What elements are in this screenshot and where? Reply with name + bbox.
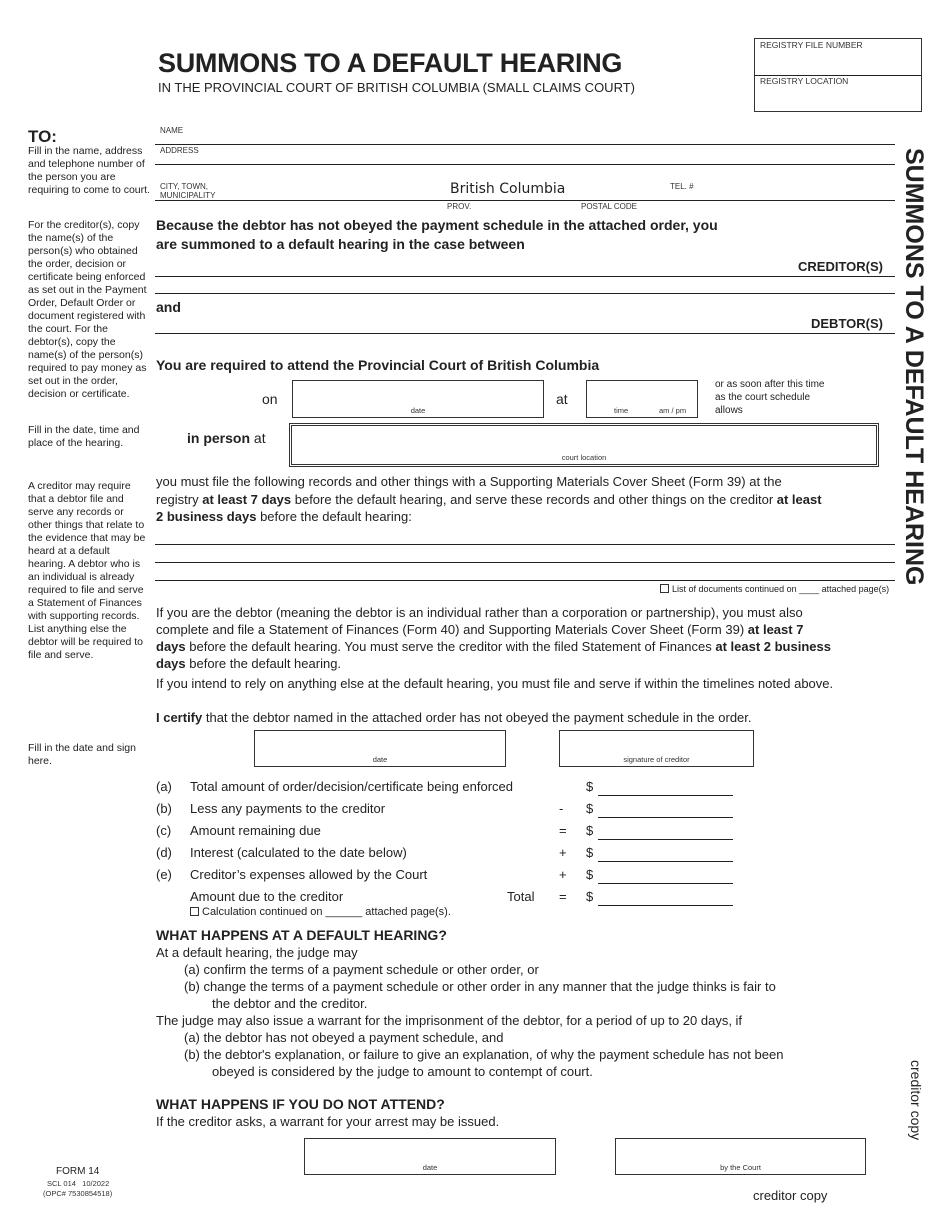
calc-row-amount-field[interactable] [598, 817, 733, 818]
by-court-label: by the Court [720, 1163, 761, 1172]
intro-line2: are summoned to a default hearing in the case between [156, 236, 525, 252]
in-person-at: at [253, 430, 266, 446]
calc-row [156, 821, 756, 841]
name-field[interactable] [155, 130, 895, 144]
court-location-field[interactable] [289, 423, 879, 467]
hearing-time-field[interactable] [586, 380, 698, 418]
calc-row-dollar: $ [586, 845, 594, 860]
calc-row-operator: + [559, 867, 567, 882]
province-value: British Columbia [450, 181, 566, 197]
note-creditor: For the creditor(s), copy the name(s) of the person(s) who obtained the order, decision or certificate being enforced as set out in the Payment Order, Default Order or document registered with the court. For the debtor(s), copy the name(s) of the person(s) required to pay money as set out in the order, decision or certificate. [28, 219, 147, 400]
side-title: SUMMONS TO A DEFAULT HEARING [900, 148, 928, 586]
time-label: time [614, 406, 629, 415]
calc-row-text: Total amount of order/decision/certificate being enforced [190, 779, 514, 794]
calc-continued-checkbox[interactable] [190, 907, 199, 916]
court-date-label: date [422, 1163, 438, 1172]
registry-location-field[interactable] [755, 87, 921, 111]
to-label: TO: [28, 127, 57, 146]
wh-wb2: obeyed is considered by the judge to amount to contempt of court. [212, 1064, 593, 1079]
certify-line: I certify that the debtor named in the attached order has not obeyed the payment schedule in the order. [156, 710, 752, 725]
calc-row-amount-field[interactable] [598, 795, 733, 796]
wh-a: (a) confirm the terms of a payment schedule or other order, or [184, 962, 539, 977]
calc-row-letter: (a) [156, 779, 172, 794]
calc-total-eq: = [559, 889, 567, 904]
calc-row-letter: (d) [156, 845, 172, 860]
calc-total-label: Total [507, 889, 535, 904]
wh-b1: (b) change the terms of a payment schedule or other order in any manner that the judge thinks is fair to [184, 979, 776, 994]
creditors-label: CREDITOR(S) [798, 259, 883, 274]
registry-box [754, 38, 922, 112]
and-label: and [156, 299, 181, 315]
records-continued[interactable] [660, 584, 889, 594]
side-creditor-copy: creditor copy [908, 1060, 924, 1141]
at-label: at [556, 391, 568, 407]
records-continued-label: List of documents continued on ____ attached page(s) [672, 584, 890, 594]
by-court-field[interactable] [615, 1138, 866, 1175]
calc-row-text: Interest (calculated to the date below) [190, 845, 407, 860]
note-sign: Fill in the date and sign here. [28, 742, 136, 767]
debtor-paragraph [156, 604, 896, 672]
creditor-signature-field[interactable] [559, 730, 754, 767]
calc-row [156, 843, 756, 863]
records-line2: registry at least 7 days before the default hearing, and serve these records and other things on the creditor at least [156, 491, 822, 507]
records-paragraph [156, 473, 896, 526]
calc-row-text: Creditor’s expenses allowed by the Court [190, 867, 428, 882]
city-line [155, 200, 895, 201]
note-fill-name: Fill in the name, address and telephone number of the person you are requiring to come to court. [28, 145, 150, 196]
court-date-field[interactable] [304, 1138, 556, 1175]
not-attend-heading: WHAT HAPPENS IF YOU DO NOT ATTEND? [156, 1096, 445, 1112]
form-subtitle: IN THE PROVINCIAL COURT OF BRITISH COLUMBIA (SMALL CLAIMS COURT) [158, 80, 635, 95]
ampm-label: am / pm [659, 406, 687, 415]
records-line-c [155, 580, 895, 581]
address-line [155, 164, 895, 165]
calc-row-operator: + [559, 845, 567, 860]
form-number: FORM 14 [56, 1166, 100, 1177]
note-records: A creditor may require that a debtor file and serve any records or other things that relate to the evidence that may be heard at a default hearing. A debtor who is an individual is already required to file and serve a Statement of Finances with supporting records. List anything else the debtor will be required to file and serve. [28, 480, 146, 661]
calc-row-letter: (e) [156, 867, 172, 882]
in-person-label [187, 430, 266, 446]
calc-row-dollar: $ [586, 867, 594, 882]
tel-label: TEL. # [670, 182, 694, 191]
what-happens-body [156, 944, 876, 1080]
debtor-line1: If you are the debtor (meaning the debtor is an individual rather than a corporation or partnership), you must also [156, 605, 803, 620]
form-title: SUMMONS TO A DEFAULT HEARING [158, 48, 623, 78]
attend-heading: You are required to attend the Provincial Court of British Columbia [156, 357, 600, 373]
registry-file-number-label: REGISTRY FILE NUMBER [760, 40, 863, 50]
wh-b2: the debtor and the creditor. [212, 996, 368, 1011]
records-line1: you must file the following records and other things with a Supporting Materials Cover Sheet (Form 39) at the [156, 474, 782, 489]
rely-line: If you intend to rely on anything else at the default hearing, you must file and serve if within the timelines noted above. [156, 676, 834, 691]
prov-label: PROV. [447, 202, 472, 211]
records-continued-checkbox[interactable] [660, 584, 669, 593]
calc-row-dollar: $ [586, 823, 594, 838]
calc-row-operator: = [559, 823, 567, 838]
calc-row-amount-field[interactable] [598, 883, 733, 884]
certify-date-label: date [372, 755, 388, 764]
calc-row [156, 865, 756, 885]
postal-label: POSTAL CODE [581, 202, 638, 211]
calc-total-dollar: $ [586, 889, 594, 904]
wh-wb1: (b) the debtor's explanation, or failure to give an explanation, of why the payment schedule has not been [184, 1047, 784, 1062]
signature-label: signature of creditor [623, 755, 690, 764]
calc-row-amount-field[interactable] [598, 839, 733, 840]
name-line [155, 144, 895, 145]
calc-row-dollar: $ [586, 779, 594, 794]
calc-row-text: Amount remaining due [190, 823, 321, 838]
calc-row-letter: (b) [156, 801, 172, 816]
debtors-line [155, 333, 895, 334]
calc-continued[interactable] [190, 906, 451, 918]
certify-date-field[interactable] [254, 730, 506, 767]
not-attend-text: If the creditor asks, a warrant for your arrest may be issued. [156, 1114, 500, 1129]
calc-row-dollar: $ [586, 801, 594, 816]
wh-intro: At a default hearing, the judge may [156, 945, 358, 960]
calc-total-field[interactable] [598, 905, 733, 906]
creditors-line-2 [155, 293, 895, 294]
registry-file-number-field[interactable] [755, 51, 921, 73]
address-field[interactable] [155, 150, 895, 164]
debtor-line4: days before the default hearing. [156, 656, 342, 671]
city-label: CITY, TOWN, MUNICIPALITY [160, 182, 216, 200]
hearing-date-label: date [410, 406, 426, 415]
calc-row-amount-field[interactable] [598, 861, 733, 862]
debtor-line3: days before the default hearing. You must serve the creditor with the filed Statement of Finances at least 2 business [156, 639, 831, 654]
creditors-line [155, 276, 895, 277]
what-happens-heading: WHAT HAPPENS AT A DEFAULT HEARING? [156, 927, 447, 943]
in-person-text: in person [187, 430, 251, 446]
calc-row-letter: (c) [156, 823, 172, 838]
debtors-label: DEBTOR(S) [811, 316, 883, 331]
court-location-label: court location [561, 453, 607, 462]
as-soon-note: or as soon after this time as the court schedule allows [715, 379, 825, 416]
address-label: ADDRESS [160, 146, 199, 155]
calc-total-text: Amount due to the creditor [190, 889, 344, 904]
name-label: NAME [160, 126, 184, 135]
records-line3: 2 business days before the default hearing: [156, 509, 412, 524]
hearing-date-field[interactable] [292, 380, 544, 418]
wh-warrant: The judge may also issue a warrant for the imprisonment of the debtor, for a period of up to 20 days, if [156, 1013, 743, 1028]
calc-row [156, 777, 756, 797]
records-line-b [155, 562, 895, 563]
registry-location-label: REGISTRY LOCATION [760, 76, 849, 86]
intro-line1: Because the debtor has not obeyed the payment schedule in the attached order, you [156, 217, 718, 233]
records-line-a [155, 544, 895, 545]
creditor-copy-footer: creditor copy [753, 1188, 828, 1203]
on-label: on [262, 391, 278, 407]
wh-wa: (a) the debtor has not obeyed a payment schedule, and [184, 1030, 504, 1045]
debtor-line2: complete and file a Statement of Finances (Form 40) and Supporting Materials Cover Sheet (Form 39) at least 7 [156, 622, 804, 637]
opc-code: (OPC# 7530854518) [43, 1189, 113, 1198]
scl-code: SCL 014 10/2022 [47, 1179, 110, 1188]
calc-row-operator: - [559, 801, 564, 816]
calc-row [156, 799, 756, 819]
calc-total-row [156, 887, 756, 907]
calc-continued-label: Calculation continued on ______ attached page(s). [202, 906, 451, 918]
calc-row-text: Less any payments to the creditor [190, 801, 386, 816]
note-date-time: Fill in the date, time and place of the hearing. [28, 424, 140, 449]
